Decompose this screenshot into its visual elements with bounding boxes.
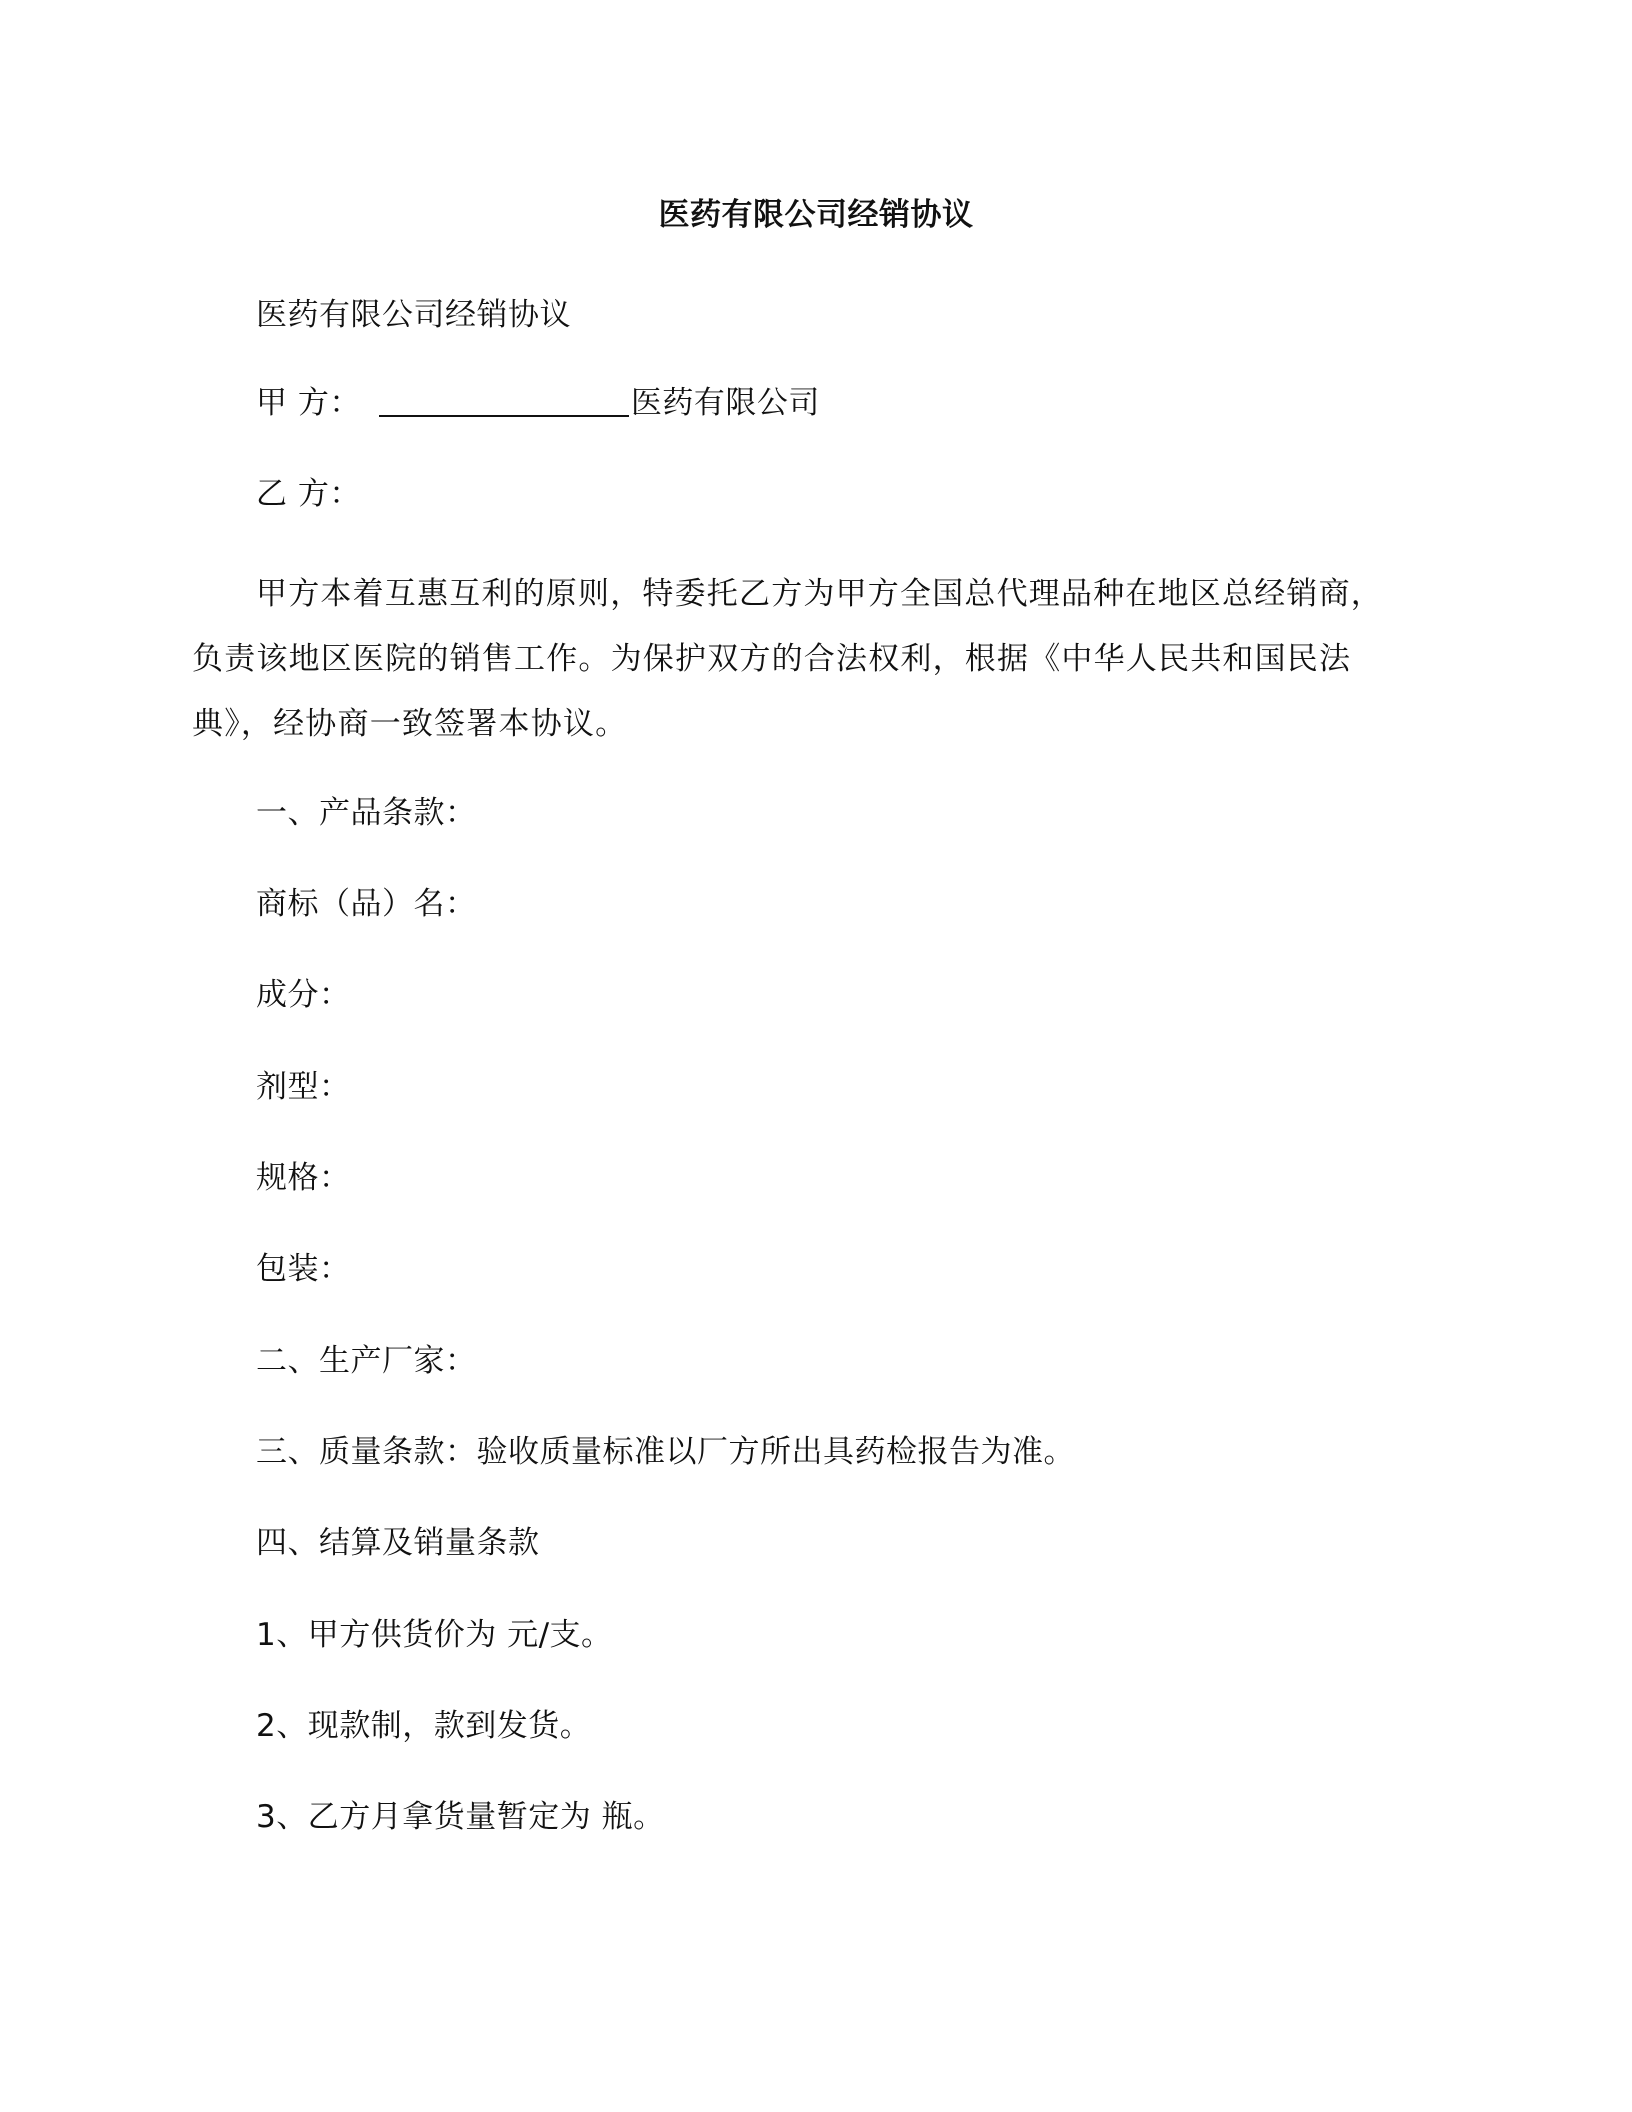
party-a-value: 医药有限公司 [630, 385, 820, 421]
party-a-blank [379, 379, 629, 417]
section-3-heading: 三、质量条款：验收质量标准以厂方所出具药检报告为准。 [256, 1434, 1075, 1470]
intro-paragraph [192, 562, 1406, 757]
party-a-line [256, 378, 820, 428]
product-item-brand: 商标（品）名： [256, 886, 477, 922]
section-2-heading: 二、生产厂家： [256, 1343, 477, 1379]
settlement-item-volume: 3、乙方月拿货量暂定为 瓶。 [256, 1799, 665, 1835]
settlement-item-payment: 2、现款制，款到发货。 [256, 1708, 592, 1744]
settlement-item-price: 1、甲方供货价为 元/支。 [256, 1617, 613, 1653]
product-item-specification: 规格： [256, 1160, 351, 1196]
section-4-heading: 四、结算及销量条款 [256, 1525, 540, 1561]
product-item-composition: 成分： [256, 977, 351, 1013]
product-item-packaging: 包装： [256, 1251, 351, 1287]
product-item-dosage-form: 剂型： [256, 1069, 351, 1105]
document-subtitle: 医药有限公司经销协议 [256, 297, 571, 333]
section-1-heading: 一、产品条款： [256, 795, 477, 831]
party-b-label: 乙 方： [256, 476, 361, 512]
document-title: 医药有限公司经销协议 [658, 197, 974, 233]
party-a-label: 甲 方： [256, 385, 361, 421]
intro-paragraph-text: 甲方本着互惠互利的原则，特委托乙方为甲方全国总代理品种在地区总经销商，负责该地区医院的销售工作。为保护双方的合法权利，根据《中华人民共和国民法典》，经协商一致签署本协议。 [192, 576, 1383, 742]
